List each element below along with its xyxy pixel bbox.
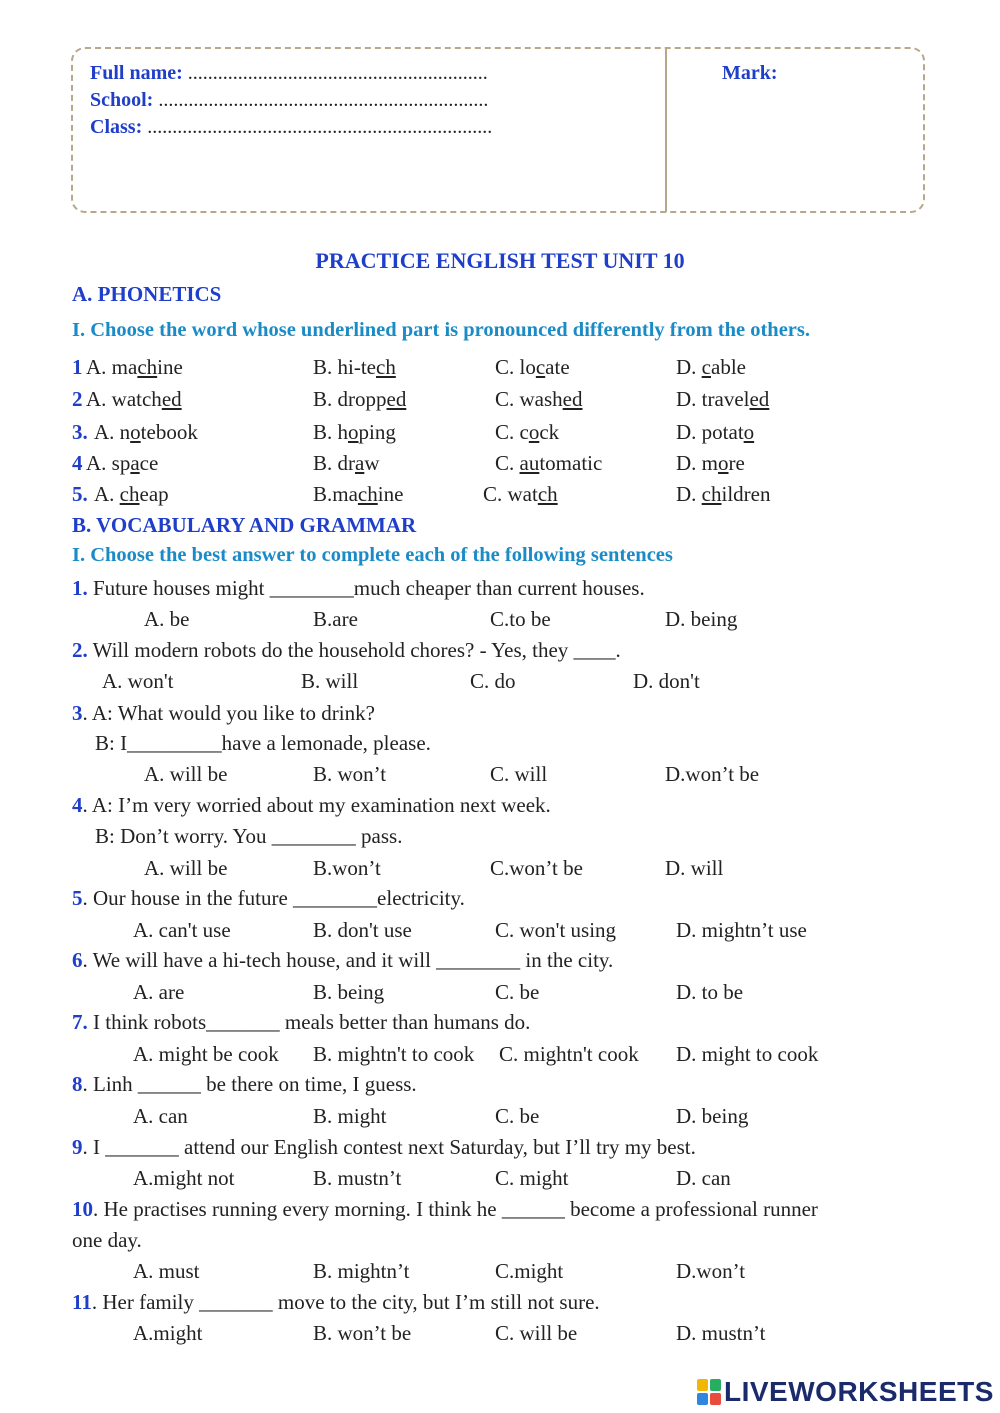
question-text xyxy=(72,1290,600,1314)
question-number xyxy=(72,451,83,475)
answer-option[interactable]: C. be xyxy=(495,980,540,1004)
option-prefix: C. xyxy=(495,451,520,475)
full-name-row xyxy=(90,62,488,85)
question-text xyxy=(72,638,621,662)
question-number-text: 4 xyxy=(72,793,83,817)
logo-square-2 xyxy=(710,1379,721,1391)
answer-option[interactable]: B. being xyxy=(313,980,385,1004)
answer-option[interactable]: C.might xyxy=(495,1259,564,1283)
logo-square-1 xyxy=(697,1379,708,1391)
option-suffix: ildren xyxy=(721,482,771,506)
question-number-text: 1 xyxy=(72,355,83,379)
question-number-text: 5. xyxy=(72,482,88,506)
option-suffix: tomatic xyxy=(539,451,603,475)
header-divider xyxy=(665,47,667,212)
option-prefix: B. dr xyxy=(313,451,355,475)
option-prefix: D. potat xyxy=(676,420,744,444)
answer-option[interactable]: D. will xyxy=(665,856,724,880)
option-suffix: eap xyxy=(139,482,169,506)
answer-option[interactable]: D. to be xyxy=(676,980,744,1004)
question-text xyxy=(72,1197,818,1221)
question-second-line: one day. xyxy=(72,1228,142,1252)
underlined-part: ch xyxy=(701,482,722,506)
answer-option[interactable] xyxy=(94,420,198,444)
answer-option[interactable]: A. might be cook xyxy=(133,1042,279,1066)
option-prefix: A. ma xyxy=(86,355,138,379)
question-text xyxy=(72,886,465,910)
option-suffix: ate xyxy=(545,355,570,379)
underlined-part: ed xyxy=(562,387,583,411)
option-prefix: C. wat xyxy=(483,482,538,506)
school-field[interactable]: .................................................................. xyxy=(153,89,489,111)
underlined-part: c xyxy=(701,355,711,379)
answer-option[interactable] xyxy=(94,482,169,506)
answer-option[interactable] xyxy=(483,482,558,506)
answer-option[interactable]: B. mightn't to cook xyxy=(313,1042,475,1066)
underlined-part: au xyxy=(519,451,540,475)
underlined-part: ch xyxy=(537,482,558,506)
school-row xyxy=(90,89,488,112)
option-suffix: ping xyxy=(358,420,396,444)
underlined-part: ch xyxy=(119,482,140,506)
question-text xyxy=(72,576,645,600)
answer-option[interactable]: D. being xyxy=(665,607,738,631)
answer-option[interactable] xyxy=(313,482,403,506)
answer-option[interactable]: C. will be xyxy=(495,1321,578,1345)
section-b-instruction: I. Choose the best answer to complete each of the following sentences xyxy=(72,544,673,566)
option-prefix: C. lo xyxy=(495,355,536,379)
question-sentence: . A: I’m very worried about my examination next week. xyxy=(82,793,551,817)
question-text xyxy=(72,1010,530,1034)
answer-option[interactable] xyxy=(676,451,745,475)
answer-option[interactable]: A. are xyxy=(133,980,185,1004)
mark-label: Mark: xyxy=(722,62,778,84)
question-number-text: 10 xyxy=(72,1197,93,1221)
answer-option[interactable]: D. mustn’t xyxy=(676,1321,766,1345)
answer-option[interactable]: B. won’t xyxy=(313,762,387,786)
underlined-part: ch xyxy=(357,482,378,506)
answer-option[interactable] xyxy=(495,387,583,411)
answer-option[interactable]: D. don't xyxy=(633,669,700,693)
answer-option[interactable]: A. can xyxy=(133,1104,188,1128)
underlined-part: ch xyxy=(376,355,396,379)
option-prefix: B.ma xyxy=(313,482,358,506)
option-prefix: D. m xyxy=(676,451,718,475)
underlined-part: o xyxy=(130,420,141,444)
question-number-text: 7. xyxy=(72,1010,88,1034)
answer-option[interactable]: D.won’t xyxy=(676,1259,746,1283)
option-prefix: A. sp xyxy=(86,451,131,475)
underlined-part: o xyxy=(348,420,359,444)
answer-option[interactable]: A.might xyxy=(133,1321,203,1345)
answer-option[interactable] xyxy=(495,355,570,379)
option-prefix: D. xyxy=(676,482,702,506)
question-sentence: . Her family _______ move to the city, but I’m still not sure. xyxy=(91,1290,600,1314)
class-row xyxy=(90,116,492,139)
answer-option[interactable]: B. will xyxy=(301,669,359,693)
question-number-text: 3. xyxy=(72,420,88,444)
logo-square-4 xyxy=(710,1393,721,1405)
question-number-text: 3 xyxy=(72,701,83,725)
question-number-text: 1. xyxy=(72,576,88,600)
option-prefix: C. c xyxy=(495,420,529,444)
question-sentence: Will modern robots do the household chores? - Yes, they ____. xyxy=(87,638,621,662)
answer-option[interactable]: D. can xyxy=(676,1166,731,1190)
question-sentence: . A: What would you like to drink? xyxy=(82,701,375,725)
underlined-part: ch xyxy=(137,355,158,379)
answer-option[interactable]: A. will be xyxy=(144,762,228,786)
answer-option[interactable]: B.are xyxy=(313,607,358,631)
option-suffix: ine xyxy=(377,482,404,506)
liveworksheets-logo xyxy=(697,1377,994,1407)
question-text xyxy=(72,948,613,972)
class-field[interactable]: ..................................................................... xyxy=(142,116,493,138)
underlined-part: ed xyxy=(386,387,407,411)
question-number xyxy=(72,420,88,444)
option-suffix: w xyxy=(364,451,380,475)
section-a-heading: A. PHONETICS xyxy=(72,282,222,306)
option-prefix: D. xyxy=(676,355,702,379)
full-name-label: Full name: xyxy=(90,62,183,84)
question-sentence: Future houses might ________much cheaper than current houses. xyxy=(87,576,645,600)
question-number-text: 2 xyxy=(72,387,83,411)
question-second-line: B: Don’t worry. You ________ pass. xyxy=(95,824,403,848)
answer-option[interactable] xyxy=(495,451,602,475)
mark-row xyxy=(722,62,778,85)
answer-option[interactable] xyxy=(86,387,182,411)
logo-text: LIVEWORKSHEETS xyxy=(724,1376,994,1407)
option-prefix: B. h xyxy=(313,420,349,444)
question-text xyxy=(72,1135,696,1159)
answer-option[interactable] xyxy=(313,387,406,411)
question-number-text: 2. xyxy=(72,638,88,662)
underlined-part: a xyxy=(130,451,140,475)
answer-option[interactable]: B. might xyxy=(313,1104,387,1128)
underlined-part: a xyxy=(355,451,365,475)
answer-option[interactable]: B. don't use xyxy=(313,918,412,942)
underlined-part: ed xyxy=(749,387,770,411)
answer-option[interactable] xyxy=(86,451,158,475)
option-suffix: tebook xyxy=(140,420,198,444)
answer-option[interactable]: B. won’t be xyxy=(313,1321,412,1345)
logo-square-3 xyxy=(697,1393,708,1405)
option-prefix: D. travel xyxy=(676,387,750,411)
answer-option[interactable] xyxy=(86,355,183,379)
full-name-field[interactable]: ............................................................ xyxy=(182,62,488,84)
question-sentence: I think robots_______ meals better than humans do. xyxy=(87,1010,531,1034)
class-label: Class: xyxy=(90,116,143,138)
answer-option[interactable]: A. be xyxy=(144,607,190,631)
question-number xyxy=(72,482,88,506)
question-number xyxy=(72,355,83,379)
answer-option[interactable] xyxy=(676,482,770,506)
answer-option[interactable]: A. must xyxy=(133,1259,200,1283)
option-prefix: A. xyxy=(94,482,120,506)
answer-option[interactable] xyxy=(676,355,746,379)
underlined-part: o xyxy=(718,451,729,475)
answer-option[interactable]: C. might xyxy=(495,1166,569,1190)
answer-option[interactable] xyxy=(495,420,559,444)
option-prefix: C. wash xyxy=(495,387,563,411)
option-prefix: A. watch xyxy=(86,387,162,411)
question-number-text: 8 xyxy=(72,1072,83,1096)
option-suffix: ck xyxy=(539,420,560,444)
section-a-instruction: I. Choose the word whose underlined part is pronounced differently from the others. xyxy=(72,319,811,341)
answer-option[interactable]: A. will be xyxy=(144,856,228,880)
question-sentence: . Our house in the future ________electricity. xyxy=(82,886,465,910)
question-number-text: 5 xyxy=(72,886,83,910)
answer-option[interactable]: D.won’t be xyxy=(665,762,760,786)
answer-option[interactable]: A. won't xyxy=(102,669,174,693)
option-prefix: B. hi-te xyxy=(313,355,376,379)
question-sentence: . Linh ______ be there on time, I guess. xyxy=(82,1072,417,1096)
answer-option[interactable]: B. mightn’t xyxy=(313,1259,410,1283)
underlined-part: o xyxy=(743,420,755,444)
answer-option[interactable]: C. be xyxy=(495,1104,540,1128)
answer-option[interactable]: A.might not xyxy=(133,1166,235,1190)
question-number-text: 4 xyxy=(72,451,83,475)
option-prefix: B. dropp xyxy=(313,387,387,411)
option-suffix: re xyxy=(728,451,745,475)
answer-option[interactable]: C. won't using xyxy=(495,918,617,942)
underlined-part: c xyxy=(535,355,546,379)
answer-option[interactable]: A. can't use xyxy=(133,918,231,942)
logo-mark-icon xyxy=(697,1379,721,1405)
answer-option[interactable]: B. mustn’t xyxy=(313,1166,402,1190)
question-number-text: 6 xyxy=(72,948,83,972)
question-text xyxy=(72,793,551,817)
answer-option[interactable]: B.won’t xyxy=(313,856,381,880)
section-b-heading: B. VOCABULARY AND GRAMMAR xyxy=(72,513,417,537)
answer-option[interactable]: C. mightn't cook xyxy=(499,1042,639,1066)
answer-option[interactable]: C. do xyxy=(470,669,516,693)
question-number-text: 9 xyxy=(72,1135,83,1159)
answer-option[interactable] xyxy=(313,451,380,475)
question-second-line: B: I_________have a lemonade, please. xyxy=(95,731,431,755)
option-prefix: A. n xyxy=(94,420,131,444)
question-sentence: . I _______ attend our English contest next Saturday, but I’ll try my best. xyxy=(82,1135,696,1159)
answer-option[interactable] xyxy=(676,387,769,411)
option-suffix: ine xyxy=(157,355,183,379)
answer-option[interactable]: C.to be xyxy=(490,607,551,631)
option-suffix: ce xyxy=(139,451,159,475)
option-suffix: able xyxy=(711,355,746,379)
question-number xyxy=(72,387,83,411)
answer-option[interactable] xyxy=(313,355,396,379)
question-sentence: . He practises running every morning. I think he ______ become a professional runner xyxy=(93,1197,818,1221)
answer-option[interactable]: D. mightn’t use xyxy=(676,918,807,942)
question-text xyxy=(72,1072,417,1096)
answer-option[interactable] xyxy=(676,420,754,444)
answer-option[interactable]: C.won’t be xyxy=(490,856,583,880)
answer-option[interactable]: C. will xyxy=(490,762,548,786)
answer-option[interactable] xyxy=(313,420,396,444)
question-number-text: 11 xyxy=(72,1290,92,1314)
school-label: School: xyxy=(90,89,154,111)
answer-option[interactable]: D. being xyxy=(676,1104,749,1128)
question-sentence: . We will have a hi-tech house, and it will ________ in the city. xyxy=(82,948,614,972)
page-title: PRACTICE ENGLISH TEST UNIT 10 xyxy=(315,248,685,273)
underlined-part: ed xyxy=(161,387,182,411)
question-text xyxy=(72,701,375,725)
underlined-part: o xyxy=(528,420,540,444)
answer-option[interactable]: D. might to cook xyxy=(676,1042,819,1066)
